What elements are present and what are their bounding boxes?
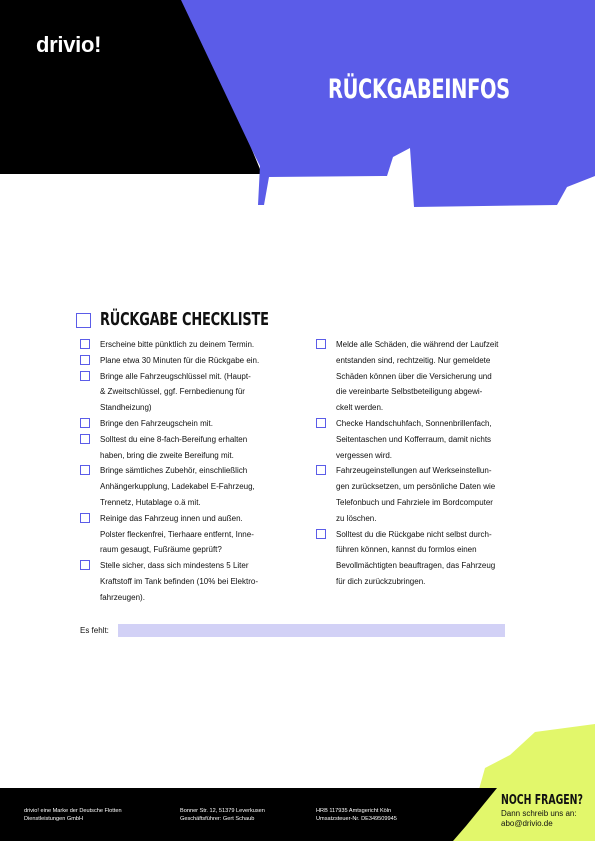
checklist-item <box>80 337 285 353</box>
checkbox-icon[interactable] <box>80 371 90 381</box>
checklist-item-text: entstanden sind, rechtzeitig. Nur gemeldete <box>336 355 491 365</box>
checklist-item-text: vergessen wird. <box>336 450 393 460</box>
checklist-item <box>80 558 285 605</box>
checklist-item-text: Seitentaschen und Kofferraum, damit nichts <box>336 434 492 444</box>
checklist-item-text: fahrzeugen). <box>100 592 145 602</box>
checklist-item-text: Bringe den Fahrzeugschein mit. <box>100 418 213 428</box>
checklist-item-text: Bringe sämtliches Zubehör, einschließlich <box>100 466 248 476</box>
checkbox-icon[interactable] <box>80 560 90 570</box>
checklist-left-column <box>80 337 285 606</box>
checklist-item-text: Standheizung) <box>100 403 152 413</box>
checklist-item <box>80 463 285 510</box>
footer-address-line: Bonner Str. 12, 51379 Leverkusen <box>180 808 265 814</box>
checklist-item-text: haben, bring die zweite Bereifung mit. <box>100 450 234 460</box>
checklist-item-text: die vereinbarte Selbstbeteiligung abgewi- <box>336 387 483 397</box>
checklist-item-text: Trennetz, Hutablage o.ä mit. <box>100 497 201 507</box>
checkbox-icon[interactable] <box>316 418 326 428</box>
checklist-item <box>80 369 285 416</box>
checklist-item-text: Plane etwa 30 Minuten für die Rückgabe ein. <box>100 355 260 365</box>
checkbox-icon[interactable] <box>80 355 90 365</box>
checkbox-icon[interactable] <box>316 339 326 349</box>
missing-label: Es fehlt: <box>80 626 109 635</box>
checklist-item <box>316 337 516 416</box>
contact-title: NOCH FRAGEN? <box>501 793 583 808</box>
footer-registry-line: Umsatzsteuer-Nr. DE349509945 <box>316 816 397 822</box>
checklist-item <box>316 463 516 526</box>
footer-address-line: Geschäftsführer: Gert Schaub <box>180 816 255 822</box>
footer-company <box>24 807 122 823</box>
checklist-item-text: Anhängerkupplung, Ladekabel E-Fahrzeug, <box>100 482 255 492</box>
checklist-item-text: Reinige das Fahrzeug innen und außen. <box>100 513 243 523</box>
checkbox-icon[interactable] <box>80 418 90 428</box>
checklist-item-text: zu löschen. <box>336 513 377 523</box>
contact-text <box>501 809 577 829</box>
contact-email-link[interactable]: abo@drivio.de <box>501 819 553 828</box>
checkbox-icon[interactable] <box>80 513 90 523</box>
checklist-item <box>80 511 285 558</box>
checklist-item <box>316 416 516 463</box>
checklist-item <box>80 432 285 464</box>
checklist-item-text: raum gesaugt, Fußräume geprüft? <box>100 545 222 555</box>
checklist-item-text: & Zweitschlüssel, ggf. Fernbedienung für <box>100 387 245 397</box>
checklist-item-text: Fahrzeugeinstellungen auf Werkseinstellun- <box>336 466 492 476</box>
checkbox-icon[interactable] <box>76 313 91 328</box>
checklist-right-column <box>316 337 516 590</box>
checklist-item-text: gen zurücksetzen, um persönliche Daten wie <box>336 482 496 492</box>
checklist-item-text: Kraftstoff im Tank befinden (10% bei Elektro- <box>100 576 259 586</box>
logo[interactable]: drivio! <box>36 32 102 57</box>
contact-line: Dann schreib uns an: <box>501 809 577 818</box>
checkbox-icon[interactable] <box>316 465 326 475</box>
checklist-item-text: Solltest du eine 8-fach-Bereifung erhalten <box>100 434 248 444</box>
checklist-title: RÜCKGABE CHECKLISTE <box>100 309 269 330</box>
checklist-item-text: für dich zurückzubringen. <box>336 576 426 586</box>
checkbox-icon[interactable] <box>80 465 90 475</box>
checklist-item-text: Bevollmächtigten beauftragen, das Fahrzeug <box>336 561 496 571</box>
footer-company-line: Dienstleistungen GmbH <box>24 816 84 822</box>
footer-registry-line: HRB 117935 Amtsgericht Köln <box>316 808 392 814</box>
checklist-item-text: Telefonbuch und Fahrziele im Bordcomputer <box>336 497 493 507</box>
checklist-item <box>80 353 285 369</box>
checklist-item-text: Erscheine bitte pünktlich zu deinem Termin. <box>100 340 255 349</box>
checklist-item <box>316 527 516 590</box>
checklist-item-text: Checke Handschuhfach, Sonnenbrillenfach, <box>336 418 492 428</box>
footer-company-line: drivio! eine Marke der Deutsche Flotten <box>24 808 122 814</box>
checkbox-icon[interactable] <box>316 529 326 539</box>
footer-registry <box>316 807 397 823</box>
checklist-item-text: Bringe alle Fahrzeugschlüssel mit. (Haupt- <box>100 371 251 381</box>
checklist-item-text: ckelt werden. <box>336 403 384 413</box>
page-title: RÜCKGABEINFOS <box>328 74 510 105</box>
checklist-item-text: Melde alle Schäden, die während der Laufzeit <box>336 340 499 349</box>
checkbox-icon[interactable] <box>80 434 90 444</box>
checklist-item <box>80 416 285 432</box>
checklist-item-text: Polster fleckenfrei, Tierhaare entfernt, Inne- <box>100 529 254 539</box>
checkbox-icon[interactable] <box>80 339 90 349</box>
missing-input[interactable] <box>118 624 505 637</box>
checklist-item-text: Stelle sicher, dass sich mindestens 5 Liter <box>100 561 249 571</box>
checklist-item-text: Schäden können über die Versicherung und <box>336 371 492 381</box>
footer-address <box>180 807 265 823</box>
checklist-item-text: führen können, kannst du formlos einen <box>336 545 477 555</box>
checklist-item-text: Solltest du die Rückgabe nicht selbst durch- <box>336 529 492 539</box>
